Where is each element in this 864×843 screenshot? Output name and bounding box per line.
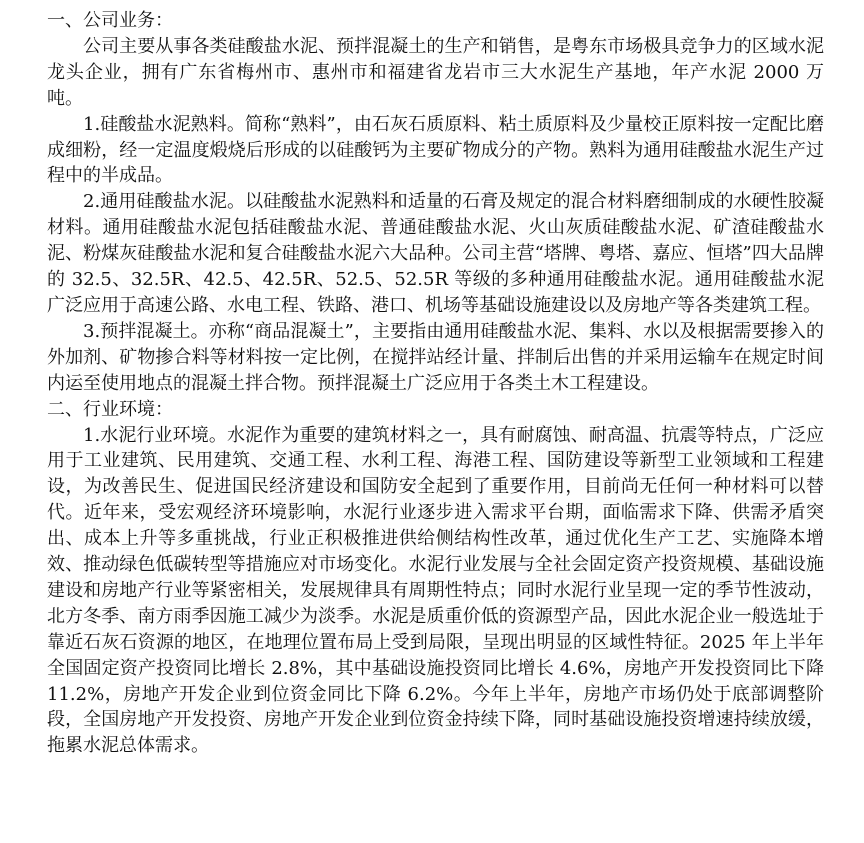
paragraph-company-overview: 公司主要从事各类硅酸盐水泥、预拌混凝土的生产和销售，是粤东市场极具竞争力的区域水泥龙头企业，拥有广东省梅州市、惠州市和福建省龙岩市三大水泥生产基地，年产水泥 2000 万吨。 (47, 35, 824, 109)
section-heading-industry-environment: 二、行业环境： (47, 398, 173, 420)
section-heading-company-business: 一、公司业务： (47, 10, 173, 31)
paragraph-portland-cement: 2.通用硅酸盐水泥。以硅酸盐水泥熟料和适量的石膏及规定的混合材料磨细制成的水硬性胶凝材料。通用硅酸盐水泥包括硅酸盐水泥、普通硅酸盐水泥、火山灰质硅酸盐水泥、矿渣硅酸盐水泥、粉煤灰硅酸盐水泥和复合硅酸盐水泥六大品种。公司主营“塔牌、粤塔、嘉应、恒塔”四大品牌的 32.5、32.5R、42.5、42.5R、52.5、52.5R 等级的多种通用硅酸盐水泥。通用硅酸盐水泥广泛应用于高速公路、水电工程、铁路、港口、机场等基础设施建设以及房地产等各类建筑工程。 (47, 191, 824, 316)
paragraph-cement-clinker: 1.硅酸盐水泥熟料。简称“熟料”，由石灰石质原料、粘土质原料及少量校正原料按一定配比磨成细粉，经一定温度煅烧后形成的以硅酸钙为主要矿物成分的产物。熟料为通用硅酸盐水泥生产过程中的半成品。 (47, 113, 824, 187)
paragraph-ready-mixed-concrete: 3.预拌混凝土。亦称“商品混凝土”，主要指由通用硅酸盐水泥、集料、水以及根据需要掺入的外加剂、矿物掺合料等材料按一定比例，在搅拌站经计量、拌制后出售的并采用运输车在规定时间内运至使用地点的混凝土拌合物。预拌混凝土广泛应用于各类土木工程建设。 (47, 320, 824, 394)
paragraph-cement-industry: 1.水泥行业环境。水泥作为重要的建筑材料之一，具有耐腐蚀、耐高温、抗震等特点，广泛应用于工业建筑、民用建筑、交通工程、水利工程、海港工程、国防建设等新型工业领域和工程建设，为改善民生、促进国民经济建设和国防安全起到了重要作用，目前尚无任何一种材料可以替代。近年来，受宏观经济环境影响，水泥行业逐步进入需求平台期，面临需求下降、供需矛盾突出、成本上升等多重挑战，行业正积极推进供给侧结构性改革，通过优化生产工艺、实施降本增效、推动绿色低碳转型等措施应对市场变化。水泥行业发展与全社会固定资产投资规模、基础设施建设和房地产行业等紧密相关，发展规律具有周期性特点；同时水泥行业呈现一定的季节性波动，北方冬季、南方雨季因施工减少为淡季。水泥是质重价低的资源型产品，因此水泥企业一般选址于靠近石灰石资源的地区，在地理位置布局上受到局限，呈现出明显的区域性特征。2025 年上半年全国固定资产投资同比增长 2.8%，其中基础设施投资同比增长 4.6%，房地产开发投资同比下降 11.2%，房地产开发企业到位资金同比下降 6.2%。今年上半年，房地产市场仍处于底部调整阶段，全国房地产开发投资、房地产开发企业到位资金持续下降，同时基础设施投资增速持续放缓，拖累水泥总体需求。 (47, 424, 824, 757)
